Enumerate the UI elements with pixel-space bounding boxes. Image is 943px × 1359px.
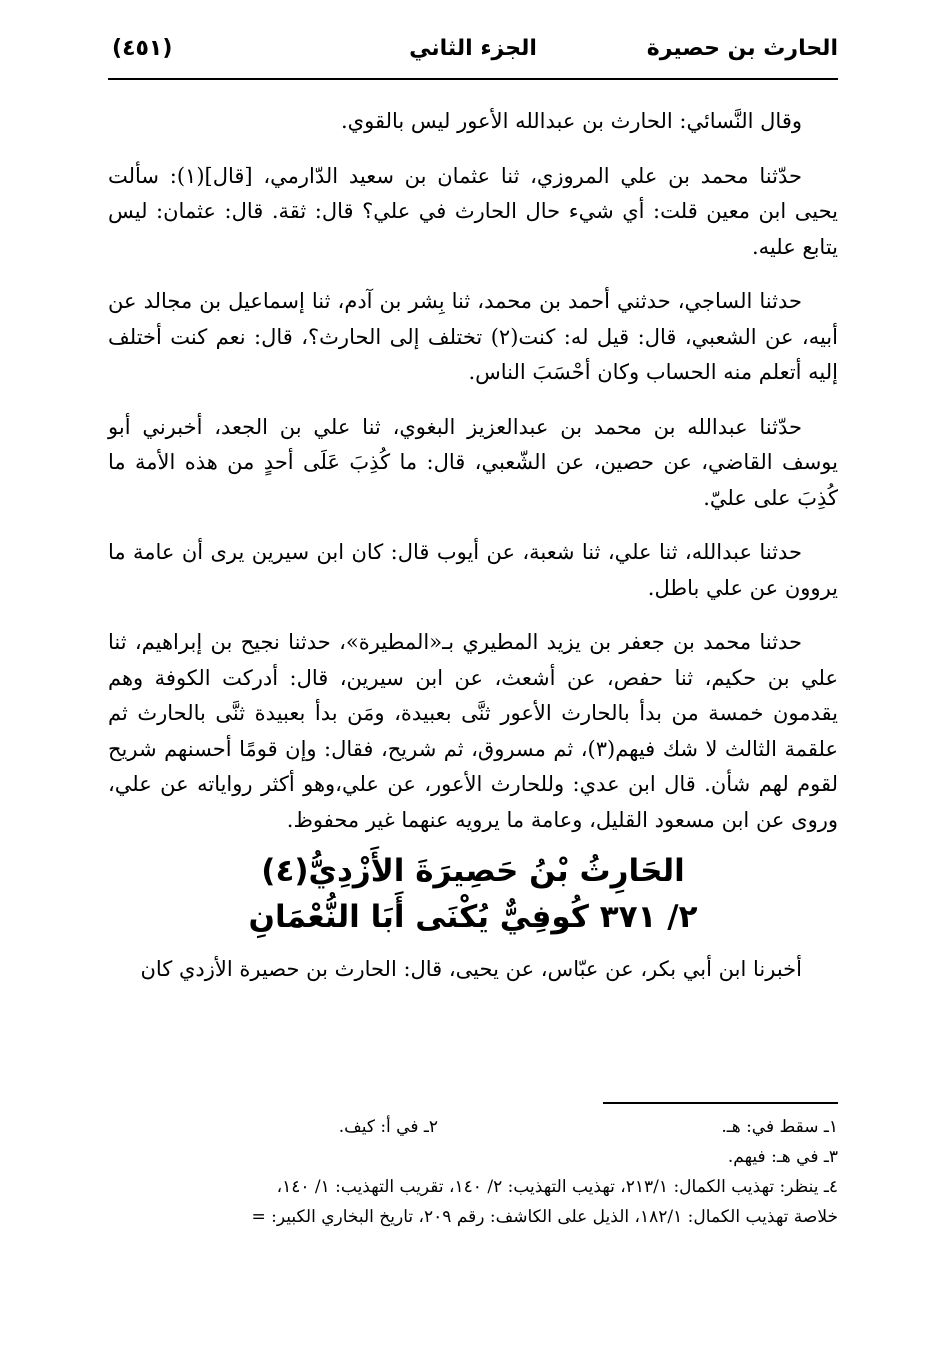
running-title: الحارث بن حصيرة: [646, 36, 838, 61]
paragraph: حدّثنا عبدالله بن محمد بن عبدالعزيز البغوي، ثنا علي بن الجعد، أخبرني أبو يوسف القاضي، عن حصين، عن الشّعبي، قال: ما كُذِبَ عَلَى أحدٍ من هذه الأمة ما كُذِبَ على عليّ.: [108, 414, 838, 510]
footnote-divider: [603, 1102, 838, 1104]
footnote-row: [108, 1142, 838, 1172]
paragraph: حدّثنا محمد بن علي المروزي، ثنا عثمان بن سعيد الدّارمي، [قال](١): سألت يحيى ابن معين قلت: أي شيء حال الحارث في علي؟ قال: ثقة. قال: عثمان: ليس يتابع عليه.: [108, 163, 838, 259]
paragraph: أخبرنا ابن أبي بكر، عن عبّاس، عن يحيى، قال: الحارث بن حصيرة الأزدي كان: [140, 957, 802, 981]
header-divider: [108, 78, 838, 80]
footnote-1: ١ـ سقط في: هـ.: [721, 1117, 838, 1137]
paragraph: حدثنا عبدالله، ثنا علي، ثنا شعبة، عن أيوب قال: كان ابن سيرين يرى أن عامة ما يروون عن علي باطل.: [108, 540, 838, 600]
footnote-3: ٣ـ في هـ: فيهم.: [727, 1147, 838, 1167]
entry-heading-number: ٢/ ٣٧١ كُوفِيٌّ يُكْنَى أَبَا النُّعْمَانِ: [248, 899, 698, 935]
running-header: [108, 34, 838, 74]
footnote-2: ٢ـ في أ: كيف.: [338, 1117, 438, 1137]
footnote-4-line-2: خلاصة تهذيب الكمال: ١٨٢/١، الذيل على الكاشف: رقم ٢٠٩، تاريخ البخاري الكبير: =: [251, 1207, 838, 1227]
footnote-row: [108, 1112, 838, 1142]
paragraph: حدثنا محمد بن جعفر بن يزيد المطيري بـ«المطيرة»، حدثنا نجيح بن إبراهيم، ثنا علي بن حكيم، ثنا حفص، عن أشعث، عن ابن سيرين، قال: أدركت الكوفة وهم يقدمون خمسة من بدأ بالحارث الأعور ثنَّى بعبيدة، ومَن بدأ بعبيدة ثنَّى بالحارث ثم علقمة الثالث لا شك فيهم(٣)، ثم مسروق، ثم شريح، فقال: وإن قومًا أحسنهم شريح لقوم لهم شأن. قال ابن عدي: وللحارث الأعور، عن علي،وهو أكثر رواياته عن علي، وروى عن ابن مسعود القليل، وعامة ما يرويه عنهما غير محفوظ.: [108, 630, 838, 832]
entry-heading: [108, 848, 838, 940]
paragraph: حدثنا الساجي، حدثني أحمد بن محمد، ثنا بِشر بن آدم، ثنا إسماعيل بن مجالد عن أبيه، عن الشعبي، قال: قيل له: كنت(٢) تختلف إلى الحارث؟، قال: نعم كنت أختلف إليه أتعلم منه الحساب وكان أحْسَبَ الناس.: [108, 289, 838, 384]
footnote-row: [108, 1202, 838, 1232]
paragraph: وقال النَّسائي: الحارث بن عبدالله الأعور ليس بالقوي.: [340, 109, 802, 133]
page-number: (٤٥١): [112, 36, 173, 61]
volume-title: الجزء الثاني: [409, 36, 537, 61]
footnotes: [108, 1112, 838, 1232]
footnote-4-line-1: ٤ـ ينظر: تهذيب الكمال: ٢١٣/١، تهذيب التهذيب: ٢/ ١٤٠، تقريب التهذيب: ١/ ١٤٠،: [276, 1177, 838, 1197]
footnote-row: [108, 1172, 838, 1202]
entry-heading-name: الحَارِثُ بْنُ حَصِيرَةَ الأَزْدِيُّ(٤): [261, 853, 685, 889]
page-body: [108, 104, 838, 1007]
